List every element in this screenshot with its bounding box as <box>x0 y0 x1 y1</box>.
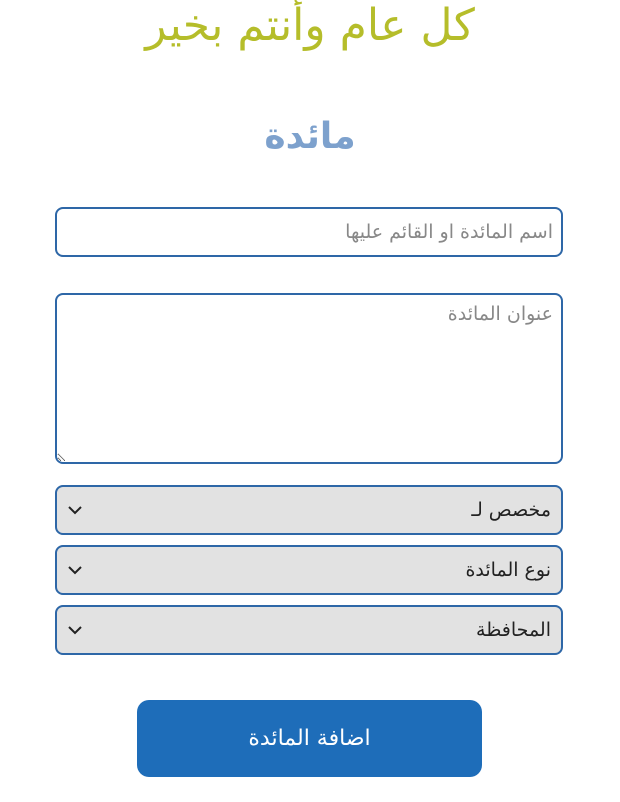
governorate-select[interactable] <box>55 605 563 655</box>
chevron-down-icon <box>67 502 83 518</box>
table-type-select[interactable] <box>55 545 563 595</box>
chevron-down-icon <box>67 562 83 578</box>
add-table-button[interactable]: اضافة المائدة <box>137 700 482 777</box>
governorate-select-value: المحافظة <box>476 619 551 641</box>
table-type-select-value: نوع المائدة <box>465 559 551 581</box>
table-address-textarea[interactable] <box>55 293 563 464</box>
table-name-input[interactable] <box>55 207 563 257</box>
chevron-down-icon <box>67 622 83 638</box>
dedicated-for-select[interactable] <box>55 485 563 535</box>
dedicated-for-select-value: مخصص لـ <box>471 499 551 521</box>
greeting-heading: كل عام وأنتم بخير <box>145 0 475 51</box>
form-title: مائدة <box>264 116 356 157</box>
